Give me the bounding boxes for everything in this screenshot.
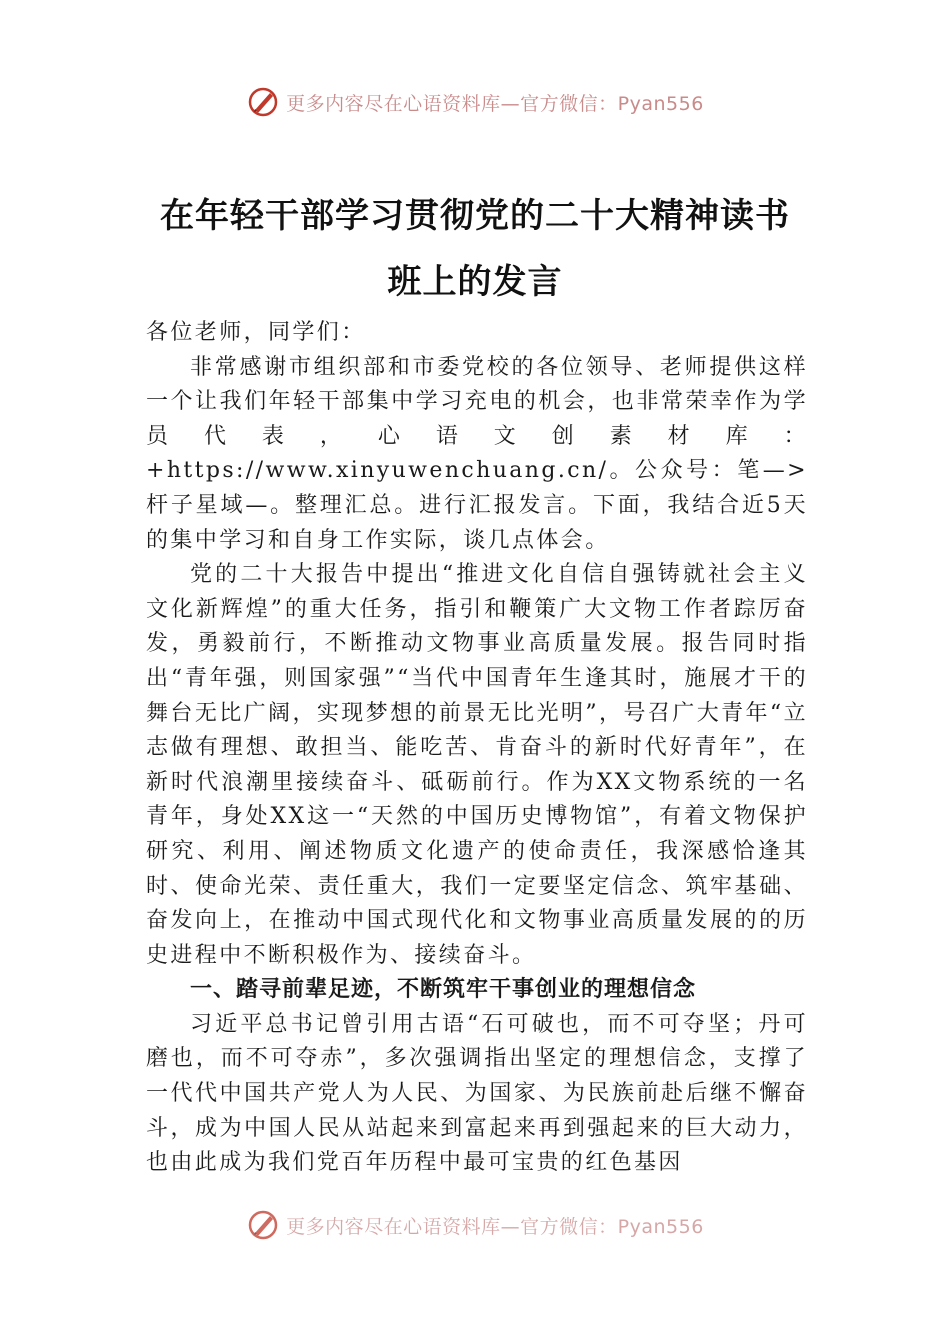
header-watermark-banner bbox=[0, 82, 950, 122]
footer-watermark-banner bbox=[0, 1205, 950, 1245]
pen-logo-icon bbox=[246, 85, 280, 119]
paragraph-3: 习近平总书记曾引用古语“石可破也，而不可夺坚；丹可磨也，而不可夺赤”，多次强调指出坚定的理想信念，支撑了一代代中国共产党人为人民、为国家、为民族前赴后继不懈奋斗，成为中国人民从站起来到富起来再到强起来的巨大动力，也由此成为我们党百年历程中最可宝贵的红色基因 bbox=[146, 1011, 808, 1176]
document-title-line-1: 在年轻干部学习贯彻党的二十大精神读书 bbox=[160, 196, 790, 236]
section-heading-1: 一、踏寻前辈足迹，不断筑牢干事创业的理想信念 bbox=[190, 977, 697, 1003]
pen-logo-icon bbox=[246, 1208, 280, 1242]
greeting: 各位老师，同学们： bbox=[146, 320, 366, 345]
document-body bbox=[146, 316, 808, 1181]
banner-text: 更多内容尽在心语资料库—官方微信：Pyan556 bbox=[286, 1215, 704, 1238]
paragraph-1: 非常感谢市组织部和市委党校的各位领导、老师提供这样一个让我们年轻干部集中学习充电的机会，也非常荣幸作为学员代表，心语文创素材库：+https://www.xinyuwenchuang.cn/。公众号：笔—>杆子星域—。整理汇总。进行汇报发言。下面，我结合近5天的集中学习和自身工作实际，谈几点体会。 bbox=[146, 354, 808, 553]
paragraph-2: 党的二十大报告中提出“推进文化自信自强铸就社会主义文化新辉煌”的重大任务，指引和鞭策广大文物工作者踪厉奋发，勇毅前行，不断推动文物事业高质量发展。报告同时指出“青年强，则国家强”“当代中国青年生逢其时，施展才干的舞台无比广阔，实现梦想的前景无比光明”，号召广大青年“立志做有理想、敢担当、能吃苦、肯奋斗的新时代好青年”，在新时代浪潮里接续奋斗、砥砺前行。作为XX文物系统的一名青年，身处XX这一“天然的中国历史博物馆”，有着文物保护研究、利用、阐述物质文化遗产的使命责任，我深感恰逢其时、使命光荣、责任重大，我们一定要坚定信念、筑牢基础、奋发向上，在推动中国式现代化和文物事业高质量发展的的历史进程中不断积极作为、接续奋斗。 bbox=[146, 562, 808, 968]
banner-text: 更多内容尽在心语资料库—官方微信：Pyan556 bbox=[286, 92, 704, 115]
document-title-line-2: 班上的发言 bbox=[387, 262, 563, 302]
